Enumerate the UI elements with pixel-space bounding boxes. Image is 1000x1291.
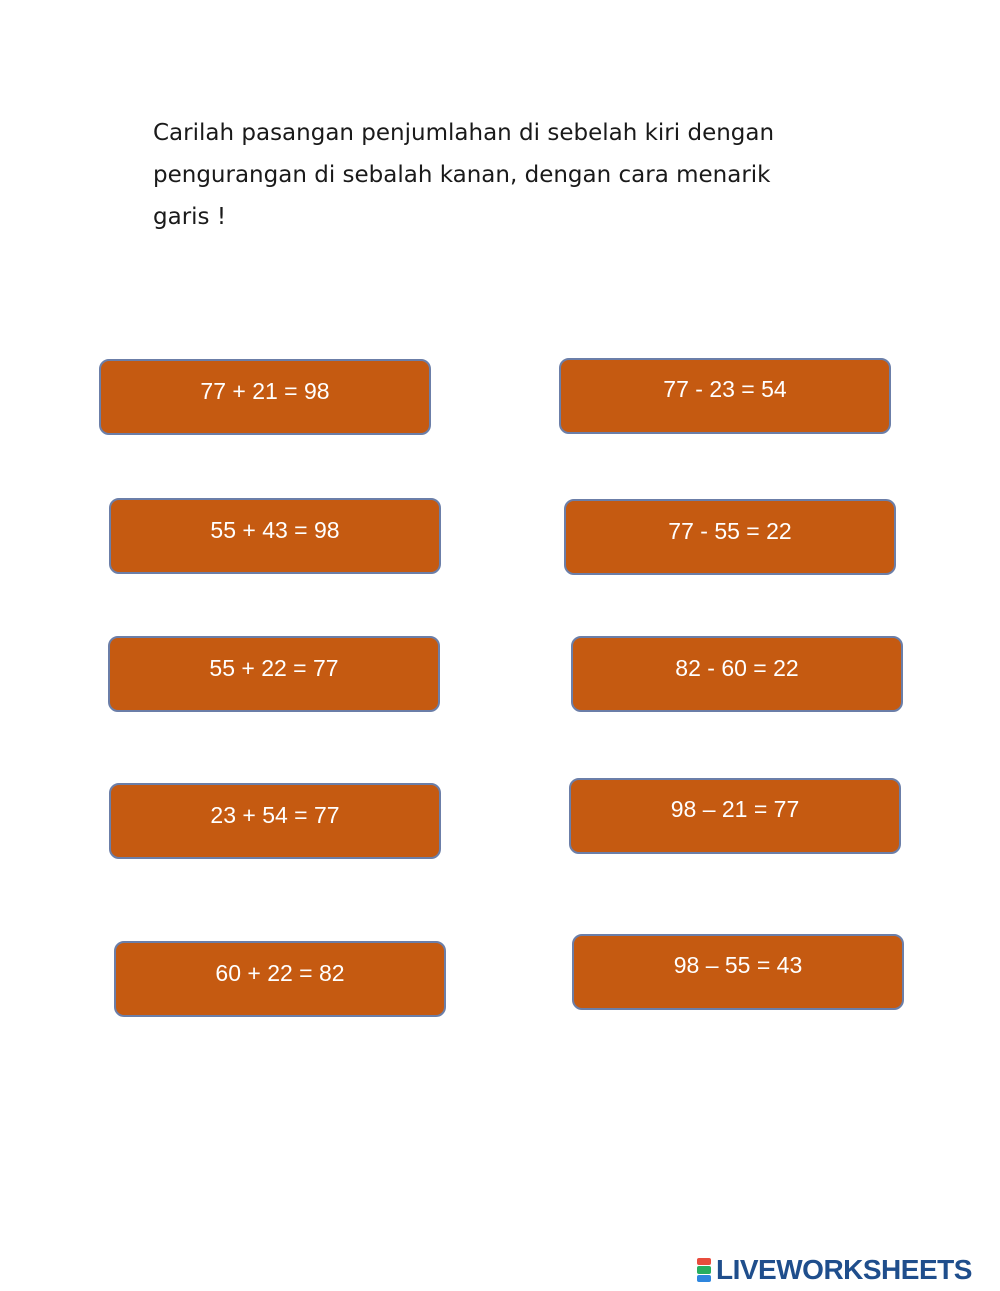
subtraction-card-1[interactable]: 77 - 23 = 54 [559, 358, 891, 434]
subtraction-card-5[interactable]: 98 – 55 = 43 [572, 934, 904, 1010]
addition-card-5[interactable]: 60 + 22 = 82 [114, 941, 446, 1017]
addition-card-2[interactable]: 55 + 43 = 98 [109, 498, 441, 574]
subtraction-card-2[interactable]: 77 - 55 = 22 [564, 499, 896, 575]
liveworksheets-branding [697, 1255, 972, 1285]
instructions-line-3: garis ! [153, 204, 227, 230]
instructions-text [153, 112, 843, 238]
subtraction-card-4[interactable]: 98 – 21 = 77 [569, 778, 901, 854]
subtraction-card-3[interactable]: 82 - 60 = 22 [571, 636, 903, 712]
brand-name: LIVEWORKSHEETS [716, 1254, 972, 1285]
addition-card-3[interactable]: 55 + 22 = 77 [108, 636, 440, 712]
instructions-line-1: Carilah pasangan penjumlahan di sebelah kiri dengan [153, 120, 775, 146]
liveworksheets-logo-icon [697, 1258, 711, 1282]
addition-card-4[interactable]: 23 + 54 = 77 [109, 783, 441, 859]
instructions-line-2: pengurangan di sebalah kanan, dengan cara menarik [153, 162, 771, 188]
addition-card-1[interactable]: 77 + 21 = 98 [99, 359, 431, 435]
